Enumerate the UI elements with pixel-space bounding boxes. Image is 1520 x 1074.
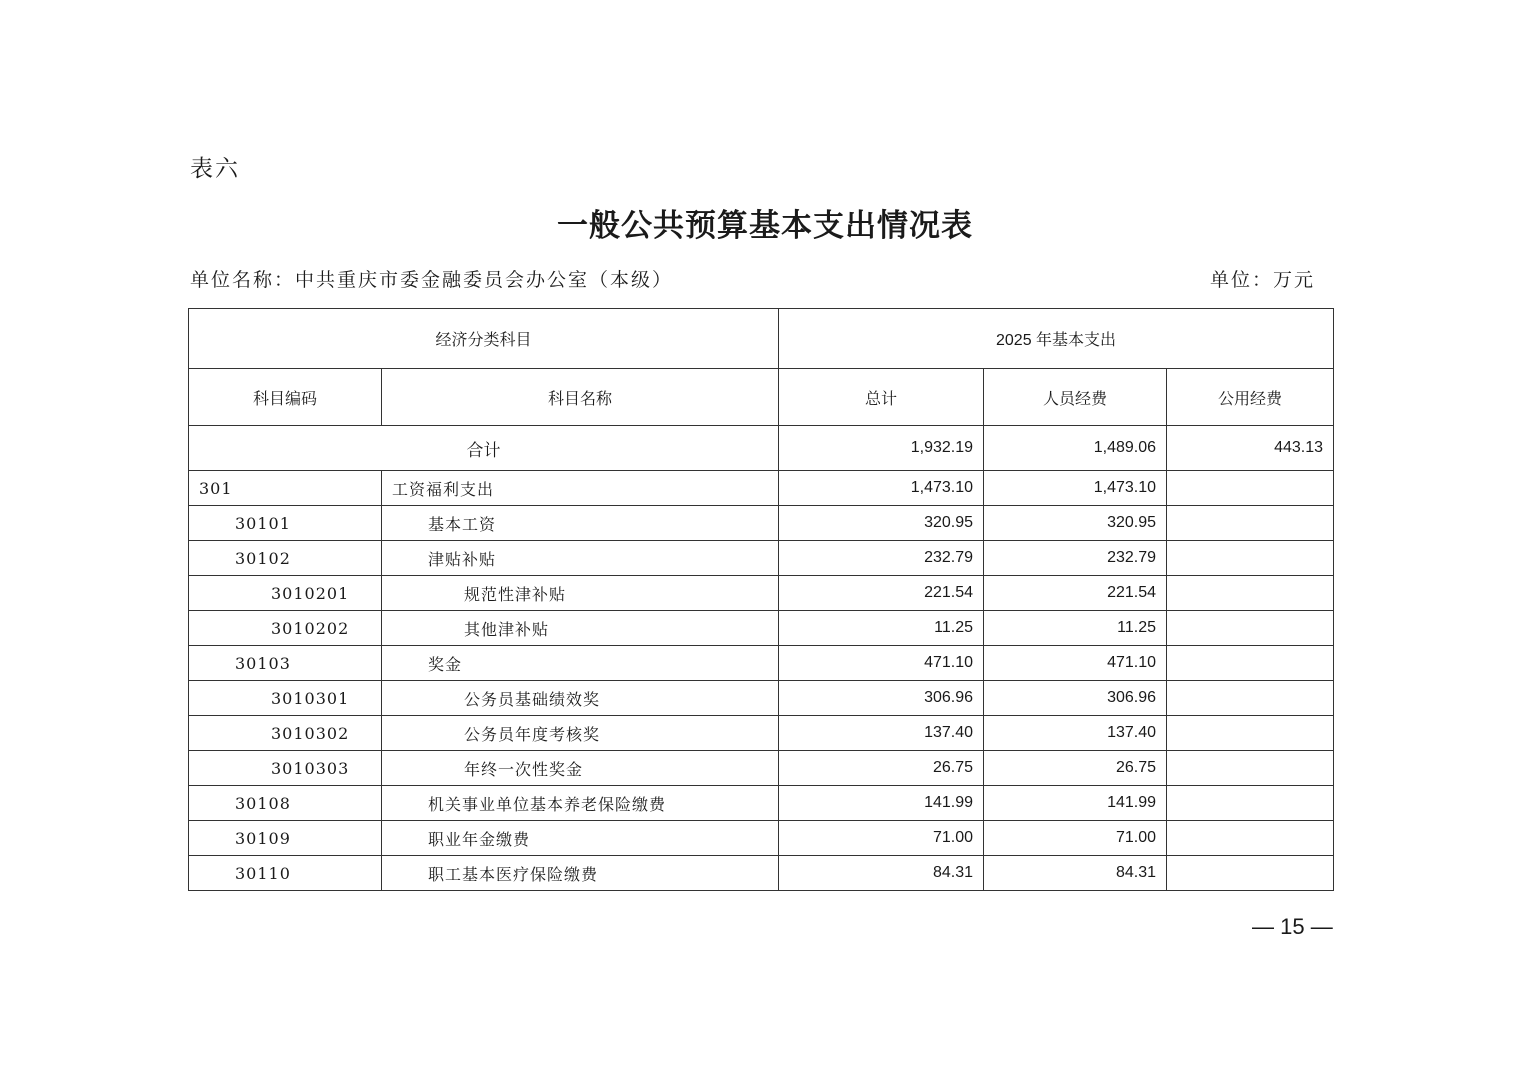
cell-name: 职业年金缴费 (382, 821, 779, 856)
cell-personnel: 11.25 (984, 611, 1167, 646)
cell-personnel: 71.00 (984, 821, 1167, 856)
total-cell-total: 1,932.19 (779, 426, 984, 471)
cell-total: 471.10 (779, 646, 984, 681)
table-label: 表六 (190, 156, 240, 182)
cell-public (1167, 506, 1334, 541)
cell-code: 30108 (189, 786, 382, 821)
table-row (189, 646, 1334, 681)
total-row (189, 426, 1334, 471)
total-label: 合计 (189, 426, 779, 471)
cell-name: 工资福利支出 (382, 471, 779, 506)
cell-personnel: 232.79 (984, 541, 1167, 576)
cell-code: 30110 (189, 856, 382, 891)
cell-name: 奖金 (382, 646, 779, 681)
cell-public (1167, 856, 1334, 891)
cell-code: 30102 (189, 541, 382, 576)
cell-public (1167, 541, 1334, 576)
table-row (189, 506, 1334, 541)
table-row (189, 821, 1334, 856)
cell-code: 3010302 (189, 716, 382, 751)
cell-code: 3010201 (189, 576, 382, 611)
cell-personnel: 26.75 (984, 751, 1167, 786)
cell-public (1167, 751, 1334, 786)
total-cell-personnel: 1,489.06 (984, 426, 1167, 471)
cell-name: 职工基本医疗保险缴费 (382, 856, 779, 891)
cell-name: 公务员基础绩效奖 (382, 681, 779, 716)
cell-public (1167, 821, 1334, 856)
cell-personnel: 84.31 (984, 856, 1167, 891)
header-row-columns (189, 369, 1334, 426)
cell-total: 320.95 (779, 506, 984, 541)
cell-public (1167, 646, 1334, 681)
table-row (189, 856, 1334, 891)
currency-unit-label: 单位：万元 (1210, 269, 1316, 291)
cell-code: 301 (189, 471, 382, 506)
total-cell-public: 443.13 (1167, 426, 1334, 471)
cell-code: 3010301 (189, 681, 382, 716)
header-economic-category: 经济分类科目 (189, 309, 779, 369)
cell-public (1167, 716, 1334, 751)
cell-personnel: 471.10 (984, 646, 1167, 681)
cell-total: 232.79 (779, 541, 984, 576)
cell-total: 221.54 (779, 576, 984, 611)
page-number: — 15 — (1252, 914, 1333, 939)
budget-table (188, 308, 1334, 891)
cell-code: 30103 (189, 646, 382, 681)
table-row (189, 541, 1334, 576)
cell-total: 137.40 (779, 716, 984, 751)
unit-name: 单位名称：中共重庆市委金融委员会办公室（本级） (190, 269, 674, 291)
cell-total: 306.96 (779, 681, 984, 716)
header-public: 公用经费 (1167, 369, 1334, 426)
cell-personnel: 306.96 (984, 681, 1167, 716)
table-row (189, 751, 1334, 786)
header-row-group (189, 309, 1334, 369)
cell-personnel: 141.99 (984, 786, 1167, 821)
cell-total: 1,473.10 (779, 471, 984, 506)
table-row (189, 681, 1334, 716)
cell-code: 3010303 (189, 751, 382, 786)
cell-code: 3010202 (189, 611, 382, 646)
cell-total: 71.00 (779, 821, 984, 856)
header-total: 总计 (779, 369, 984, 426)
cell-personnel: 320.95 (984, 506, 1167, 541)
table-row (189, 786, 1334, 821)
cell-public (1167, 611, 1334, 646)
cell-code: 30101 (189, 506, 382, 541)
table-row (189, 471, 1334, 506)
cell-total: 26.75 (779, 751, 984, 786)
cell-public (1167, 576, 1334, 611)
cell-name: 津贴补贴 (382, 541, 779, 576)
header-name: 科目名称 (382, 369, 779, 426)
cell-personnel: 221.54 (984, 576, 1167, 611)
cell-name: 基本工资 (382, 506, 779, 541)
cell-name: 年终一次性奖金 (382, 751, 779, 786)
cell-total: 84.31 (779, 856, 984, 891)
cell-code: 30109 (189, 821, 382, 856)
cell-total: 11.25 (779, 611, 984, 646)
document-title: 一般公共预算基本支出情况表 (557, 208, 973, 244)
cell-name: 其他津补贴 (382, 611, 779, 646)
cell-personnel: 1,473.10 (984, 471, 1167, 506)
header-personnel: 人员经费 (984, 369, 1167, 426)
cell-public (1167, 471, 1334, 506)
table-row (189, 611, 1334, 646)
cell-name: 机关事业单位基本养老保险缴费 (382, 786, 779, 821)
table-row (189, 716, 1334, 751)
cell-name: 公务员年度考核奖 (382, 716, 779, 751)
cell-name: 规范性津补贴 (382, 576, 779, 611)
header-code: 科目编码 (189, 369, 382, 426)
cell-public (1167, 681, 1334, 716)
table-row (189, 576, 1334, 611)
header-basic-expenditure: 2025 年基本支出 (779, 309, 1334, 369)
cell-public (1167, 786, 1334, 821)
cell-total: 141.99 (779, 786, 984, 821)
cell-personnel: 137.40 (984, 716, 1167, 751)
